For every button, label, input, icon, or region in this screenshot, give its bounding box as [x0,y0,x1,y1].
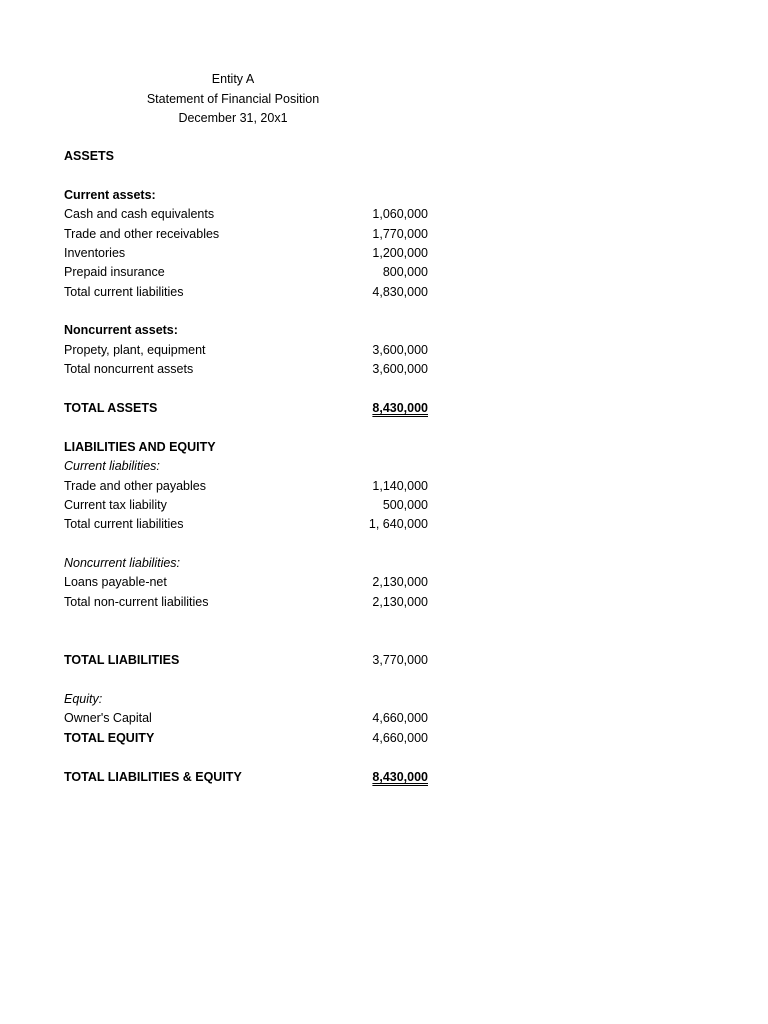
total-liabilities-amount: 3,770,000 [372,653,428,667]
total-liabilities-equity-label: TOTAL LIABILITIES & EQUITY [64,770,242,784]
line-item-label: Total current liabilities [64,517,184,531]
equity-heading-label: Equity: [64,692,103,706]
current-assets-heading [64,187,428,204]
statement-title: Statement of Financial Position [146,92,320,106]
line-item-label: Current tax liability [64,498,167,512]
line-item-label: Trade and other payables [64,479,206,493]
line-item-amount: 2,130,000 [372,595,428,609]
statement-date: December 31, 20x1 [178,111,288,125]
line-item-cash [64,206,428,223]
line-item-prepaid-insurance [64,264,428,281]
line-item-amount: 1,140,000 [372,479,428,493]
line-item-owners-capital [64,710,428,727]
line-item-label: Prepaid insurance [64,265,165,279]
line-item-label: Loans payable-net [64,575,167,589]
liabilities-equity-heading-label: LIABILITIES AND EQUITY [64,440,216,454]
line-item-label: Propety, plant, equipment [64,343,206,357]
assets-heading-label: ASSETS [64,149,115,163]
total-assets-label: TOTAL ASSETS [64,401,158,415]
line-item-label: Trade and other receivables [64,227,220,241]
line-item-label: Inventories [64,246,126,260]
current-liabilities-heading [64,458,428,475]
line-item-amount: 1,770,000 [372,227,428,241]
assets-heading [64,148,428,165]
line-item-amount: 500,000 [382,498,428,512]
line-item-amount: 3,600,000 [372,362,428,376]
line-item-tax-liability [64,497,428,514]
line-item-label: Cash and cash equivalents [64,207,215,221]
current-assets-heading-label: Current assets: [64,188,156,202]
line-item-amount: 4,660,000 [372,711,428,725]
line-item-total-current-liabilities [64,516,428,533]
total-liabilities-equity-amount: 8,430,000 [372,770,428,784]
line-item-total-equity [64,730,428,747]
total-liabilities-equity-row [64,769,428,786]
line-item-ppe [64,342,428,359]
noncurrent-assets-heading [64,322,428,339]
line-item-amount: 4,830,000 [372,285,428,299]
line-item-loans-payable [64,574,428,591]
line-item-amount: 4,660,000 [372,731,428,745]
equity-heading [64,691,428,708]
liabilities-equity-heading [64,439,428,456]
line-item-label: Owner's Capital [64,711,152,725]
noncurrent-liabilities-heading-label: Noncurrent liabilities: [64,556,181,570]
entity-name: Entity A [211,72,255,86]
line-item-label: Total non-current liabilities [64,595,209,609]
line-item-total-noncurrent-assets [64,361,428,378]
line-item-receivables [64,226,428,243]
line-item-amount: 1,060,000 [372,207,428,221]
current-liabilities-heading-label: Current liabilities: [64,459,160,473]
line-item-amount: 1, 640,000 [368,517,428,531]
line-item-label: Total noncurrent assets [64,362,194,376]
total-liabilities-label: TOTAL LIABILITIES [64,653,180,667]
line-item-total-current-assets [64,284,428,301]
total-liabilities-row [64,652,428,669]
line-item-label: Total current liabilities [64,285,184,299]
line-item-inventories [64,245,428,262]
noncurrent-liabilities-heading [64,555,428,572]
line-item-amount: 2,130,000 [372,575,428,589]
noncurrent-assets-heading-label: Noncurrent assets: [64,323,178,337]
line-item-amount: 800,000 [382,265,428,279]
line-item-total-noncurrent-liabilities [64,594,428,611]
line-item-label: TOTAL EQUITY [64,731,155,745]
line-item-amount: 1,200,000 [372,246,428,260]
total-assets-row [64,400,428,417]
line-item-payables [64,478,428,495]
line-item-amount: 3,600,000 [372,343,428,357]
total-assets-amount: 8,430,000 [372,401,428,415]
